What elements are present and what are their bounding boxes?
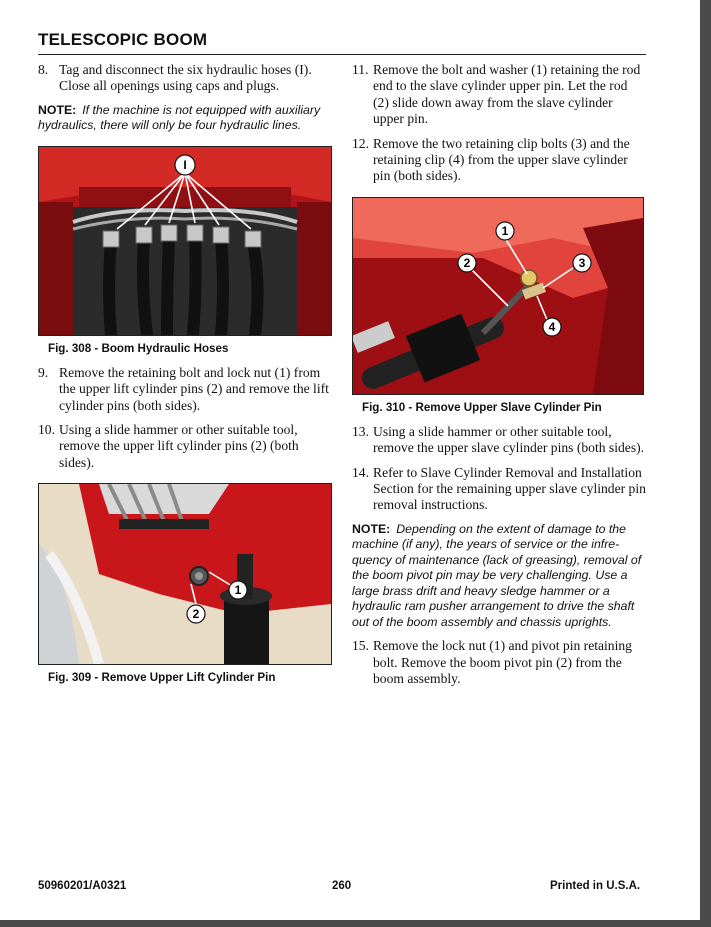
step-number: 15.: [352, 638, 369, 654]
fig-308-caption: Fig. 308 - Boom Hydraulic Hoses: [48, 341, 229, 355]
callout-1: [229, 581, 247, 599]
fig-310-caption: Fig. 310 - Remove Upper Slave Cylinder Pin: [362, 400, 602, 414]
fig-310-photo: [352, 197, 644, 395]
step-8: [38, 62, 330, 95]
svg-text:1: 1: [501, 223, 509, 238]
step-text: Using a slide hammer or other suitable tool, remove the upper lift cylinder pins (2) (both sides).: [59, 422, 299, 470]
step-15: [352, 638, 646, 687]
step-text: Remove the lock nut (1) and pivot pin retaining bolt. Remove the boom pivot pin (2) from the boom assembly.: [373, 638, 632, 687]
svg-text:2: 2: [192, 607, 200, 622]
svg-text:3: 3: [578, 255, 586, 270]
upper-lift-cylinder-pin-illustration: [39, 484, 331, 664]
step-text: Remove the bolt and washer (1) retaining the rod end to the slave cylinder upper pin. Let the rod (2) slide down away from the slave cylinder upper pin.: [373, 62, 641, 127]
step-text: Remove the two retaining clip bolts (3) and the retaining clip (4) from the upper slave cylinder pin (both sides).: [373, 135, 630, 184]
note-label: NOTE:: [38, 102, 77, 117]
header-rule: [38, 54, 646, 55]
right-column: [352, 62, 646, 696]
note-text: If the machine is not equipped with auxiliary hydraulics, there will only be four hydraulic lines.: [38, 102, 321, 133]
callout-2: [458, 254, 476, 272]
svg-text:1: 1: [234, 583, 242, 598]
step-number: 9.: [38, 364, 49, 380]
footer-printed: Printed in U.S.A.: [550, 880, 641, 892]
callout-2: [187, 605, 205, 623]
step-13: [352, 424, 646, 457]
footer-page-number: 260: [332, 880, 352, 892]
step-14: [352, 465, 646, 514]
callout-I: [175, 155, 195, 175]
step-text: Refer to Slave Cylinder Removal and Installation Section for the remaining upper slave cylinder pin removal instructions.: [373, 464, 646, 513]
callout-3: [573, 254, 591, 272]
note-text: Depending on the extent of damage to the machine (if any), the years of service or the infrequency of maintenance (lack of greasing), removal of the boom pivot pin may be very challenging. Use a large brass drift and heavy sledge hammer or a hydraulic ram pusher arrangement to drive the shaft out of the boom assembly and chassis uprights.: [352, 521, 642, 629]
callout-4: [543, 318, 561, 336]
fig-309-caption: Fig. 309 - Remove Upper Lift Cylinder Pin: [48, 671, 276, 685]
step-number: 11.: [352, 62, 369, 77]
step-10: [38, 422, 330, 471]
step-number: 14.: [352, 464, 369, 480]
step-11: [352, 62, 646, 128]
section-title: TELESCOPIC BOOM: [38, 30, 208, 49]
step-number: 8.: [38, 62, 49, 77]
left-column: [38, 62, 330, 694]
fig-309-photo: [38, 483, 332, 665]
fig-308-photo: [38, 146, 332, 336]
step-9: [38, 365, 330, 414]
note-label: NOTE:: [352, 521, 391, 536]
note-pivot-pin: [352, 522, 646, 631]
footer-doc-number: 50960201/A0321: [38, 880, 127, 892]
svg-text:I: I: [183, 157, 187, 172]
upper-slave-cylinder-pin-illustration: [353, 198, 643, 394]
step-text: Using a slide hammer or other suitable tool, remove the upper slave cylinder pins (both sides).: [373, 423, 645, 456]
step-text: Tag and disconnect the six hydraulic hoses (I). Close all openings using caps and plugs.: [59, 62, 312, 94]
step-number: 12.: [352, 135, 369, 151]
svg-text:4: 4: [548, 319, 556, 334]
step-number: 10.: [38, 422, 55, 438]
step-12: [352, 136, 646, 185]
note-aux-hydraulics: [38, 103, 330, 134]
svg-text:2: 2: [463, 255, 471, 270]
callout-1: [496, 222, 514, 240]
step-text: Remove the retaining bolt and lock nut (1) from the upper lift cylinder pins (2) and remove the lift cylinder pins (both sides).: [59, 364, 329, 413]
step-number: 13.: [352, 423, 369, 439]
boom-hydraulic-hoses-illustration: [39, 147, 331, 335]
